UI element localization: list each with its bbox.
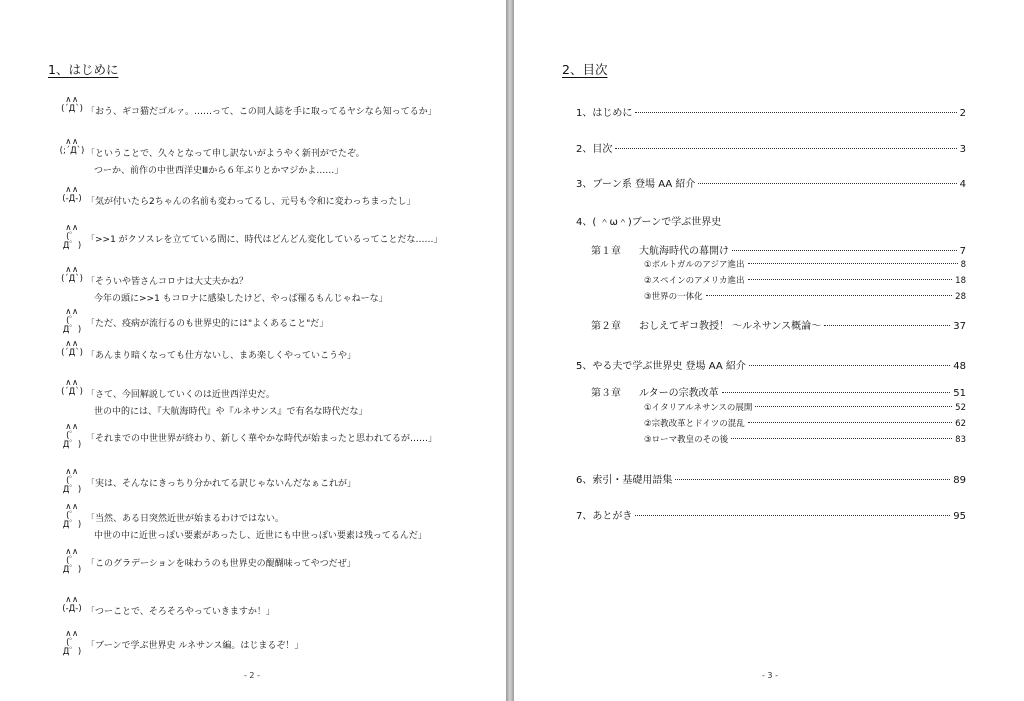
toc-label: おしえてギコ教授！ ～ルネサンス概論～ (639, 321, 822, 332)
aa-face-mouth: (´Д`) (61, 348, 83, 358)
dialogue-line: つーか、前作の中世西洋史Ⅲから６年ぶりとかマジかよ……」 (94, 166, 344, 176)
toc-subsection-entry[interactable] (644, 401, 966, 413)
aa-face (58, 266, 86, 284)
dialogue-line: 「気が付いたら2ちゃんの名前も変わってるし、元号も令和に変わっちまったし」 (86, 197, 416, 207)
toc-page-number: 83 (955, 435, 966, 445)
aa-face-mouth: (゜Д゜) (62, 476, 82, 495)
toc-page-number: 28 (955, 292, 966, 302)
toc-leader-dots (722, 392, 951, 393)
dialogue-line: 「ただ、疫病が流行るのも世界史的には"よくあること"だ」 (86, 319, 329, 329)
dialogue-line: 「当然、ある日突然近世が始まるわけではない。 (86, 514, 285, 524)
aa-face-ears: ∧∧ (65, 223, 79, 233)
toc-page-number: 89 (953, 475, 966, 486)
aa-face-mouth: (;´Д`) (59, 146, 85, 156)
dialogue-line: 中世の中に近世っぽい要素があったし、近世にも中世っぽい要素は残ってるんだ」 (94, 531, 427, 541)
toc-leader-dots (748, 279, 953, 280)
dialogue-line: 「実は、そんなにきっちり分かれてる訳じゃないんだなぁこれが」 (86, 479, 357, 489)
aa-face (58, 308, 86, 335)
toc-label: ②スペインのアメリカ進出 (644, 276, 745, 286)
page-gutter (506, 0, 514, 701)
toc-label: ①イタリアルネサンスの展開 (644, 403, 753, 413)
aa-face (58, 379, 86, 397)
page-number: - 3 - (762, 671, 778, 680)
right-page (514, 0, 1024, 701)
toc-subsection-entry[interactable] (644, 274, 966, 286)
dialogue-line: 「あんまり暗くなっても仕方ないし、まあ楽しくやっていこうや」 (86, 351, 357, 361)
aa-face (58, 340, 86, 358)
aa-face-ears: ∧∧ (65, 547, 79, 557)
toc-leader-dots (755, 406, 952, 407)
aa-face (58, 186, 86, 204)
toc-page-number: 4 (959, 179, 966, 190)
toc-page-number: 3 (959, 144, 966, 155)
aa-face-mouth: (゜Д゜) (62, 638, 82, 657)
aa-face (58, 423, 86, 450)
toc-label: ①ポルトガルのアジア進出 (644, 260, 745, 270)
toc-page-number: 62 (955, 419, 966, 429)
toc-page-number: 52 (955, 403, 966, 413)
toc-page-number: 7 (959, 246, 966, 257)
aa-face (58, 503, 86, 530)
aa-face-ears: ∧∧ (65, 137, 79, 147)
dialogue-line: 「ということで、久々となって申し訳ないがようやく新刊がでたぞ。 (86, 149, 365, 159)
aa-face-ears: ∧∧ (65, 422, 79, 432)
toc-page-number: 8 (960, 260, 966, 270)
aa-face-ears: ∧∧ (65, 339, 79, 349)
toc-page-number: 48 (953, 361, 966, 372)
toc-chapter-number: 第３章 (591, 388, 621, 399)
toc-leader-dots (706, 295, 953, 296)
aa-face (58, 224, 86, 251)
aa-face-ears: ∧∧ (65, 595, 79, 605)
aa-face-mouth: (´Д`) (61, 274, 83, 284)
aa-face-mouth: (-Д-) (62, 194, 82, 204)
aa-face-ears: ∧∧ (65, 265, 79, 275)
toc-section-entry[interactable] (576, 140, 966, 155)
toc-chapter-number: 第２章 (591, 321, 621, 332)
aa-face-mouth: (´Д`) (61, 387, 83, 397)
dialogue-line: 世の中的には、『大航海時代』や『ルネサンス』で有名な時代だな」 (94, 407, 368, 417)
dialogue-line: 「ブーンで学ぶ世界史 ルネサンス編。はじまるぞ！」 (86, 641, 304, 651)
toc-label: ③世界の一体化 (644, 292, 703, 302)
toc-subsection-entry[interactable] (644, 258, 966, 270)
aa-face-ears: ∧∧ (65, 307, 79, 317)
page-number: - 2 - (244, 671, 260, 680)
dialogue-line: 「それまでの中世世界が終わり、新しく華やかな時代が始まったと思われてるが……」 (86, 434, 438, 444)
aa-face-ears: ∧∧ (65, 467, 79, 477)
aa-face (58, 138, 86, 156)
aa-face (58, 596, 86, 614)
toc-heading: 2、目次 (562, 62, 608, 77)
left-page (0, 0, 506, 701)
aa-face (58, 96, 86, 114)
toc-label: 3、ブーン系 登場 AA 紹介 (576, 179, 696, 190)
dialogue-line: 「そういや皆さんコロナは大丈夫かね？ (86, 277, 249, 287)
toc-section-entry[interactable] (576, 507, 966, 522)
toc-label: 2、目次 (576, 144, 613, 155)
toc-label: 6、索引・基礎用語集 (576, 475, 673, 486)
toc-subsection-entry[interactable] (644, 290, 966, 302)
aa-face (58, 468, 86, 495)
aa-face-ears: ∧∧ (65, 629, 79, 639)
aa-face (58, 548, 86, 575)
toc-page-number: 2 (959, 108, 966, 119)
aa-face-mouth: (゜Д゜) (62, 316, 82, 335)
toc-section-entry[interactable] (576, 471, 966, 486)
aa-face-mouth: (´Д`) (61, 104, 83, 114)
toc-page-number: 18 (955, 276, 966, 286)
toc-page-number: 37 (953, 321, 966, 332)
dialogue-line: 「さて、今回解説していくのは近世西洋史だ。 (86, 390, 275, 400)
toc-chapter-number: 第１章 (591, 246, 621, 257)
toc-chapter-entry[interactable] (591, 384, 966, 399)
dialogue-line: 「このグラデーションを味わうのも世界史の醍醐味ってやつだぜ」 (86, 559, 356, 569)
toc-leader-dots (732, 250, 957, 251)
toc-subsection-entry[interactable] (644, 417, 966, 429)
toc-leader-dots (731, 438, 952, 439)
dialogue-line: 今年の頭に>>1 もコロナに感染したけど、やっぱ罹るもんじゃねーな」 (94, 294, 388, 304)
toc-section-entry[interactable] (576, 175, 966, 190)
aa-face-mouth: (-Д-) (62, 604, 82, 614)
aa-face-ears: ∧∧ (65, 502, 79, 512)
page-heading: 1、はじめに (48, 62, 119, 77)
toc-leader-dots (824, 325, 950, 326)
toc-label: 1、はじめに (576, 108, 633, 119)
toc-leader-dots (635, 515, 950, 516)
toc-subsection-entry[interactable] (644, 433, 966, 445)
toc-page-number: 95 (953, 511, 966, 522)
dialogue-line: 「おう、ギコ猫だゴルァ。……って、この同人誌を手に取ってるヤシなら知ってるか」 (86, 107, 437, 117)
toc-section-entry[interactable] (576, 104, 966, 119)
toc-leader-dots (748, 263, 958, 264)
aa-face-ears: ∧∧ (65, 185, 79, 195)
dialogue-line: 「>>1 がクソスレを立てている間に、時代はどんどん変化しているってことだな……」 (86, 235, 443, 245)
aa-face (58, 630, 86, 657)
toc-chapter-entry[interactable] (591, 317, 966, 332)
toc-label: ③ローマ教皇のその後 (644, 435, 729, 445)
aa-face-mouth: (゜Д゜) (62, 431, 82, 450)
aa-face-ears: ∧∧ (65, 95, 79, 105)
toc-leader-dots (675, 479, 950, 480)
toc-page-number: 51 (953, 388, 966, 399)
toc-section-entry[interactable] (576, 357, 966, 372)
toc-label: 4、( ＾ω＾)ブーンで学ぶ世界史 (576, 217, 722, 228)
toc-leader-dots (635, 112, 956, 113)
toc-leader-dots (749, 365, 950, 366)
toc-label: ルターの宗教改革 (639, 388, 719, 399)
toc-label: ②宗教改革とドイツの混乱 (644, 419, 745, 429)
toc-chapter-entry[interactable] (591, 242, 966, 257)
aa-face-mouth: (゜Д゜) (62, 511, 82, 530)
aa-face-mouth: (゜Д゜) (62, 556, 82, 575)
aa-face-mouth: (゜Д゜) (62, 232, 82, 251)
toc-section-entry[interactable] (576, 213, 966, 228)
toc-leader-dots (748, 422, 952, 423)
toc-leader-dots (615, 148, 956, 149)
dialogue-line: 「つーことで、そろそろやっていきますか！」 (86, 607, 275, 617)
toc-label: 大航海時代の幕開け (639, 246, 729, 257)
toc-label: 7、あとがき (576, 511, 633, 522)
toc-label: 5、やる夫で学ぶ世界史 登場 AA 紹介 (576, 361, 746, 372)
toc-leader-dots (698, 183, 956, 184)
aa-face-ears: ∧∧ (65, 378, 79, 388)
